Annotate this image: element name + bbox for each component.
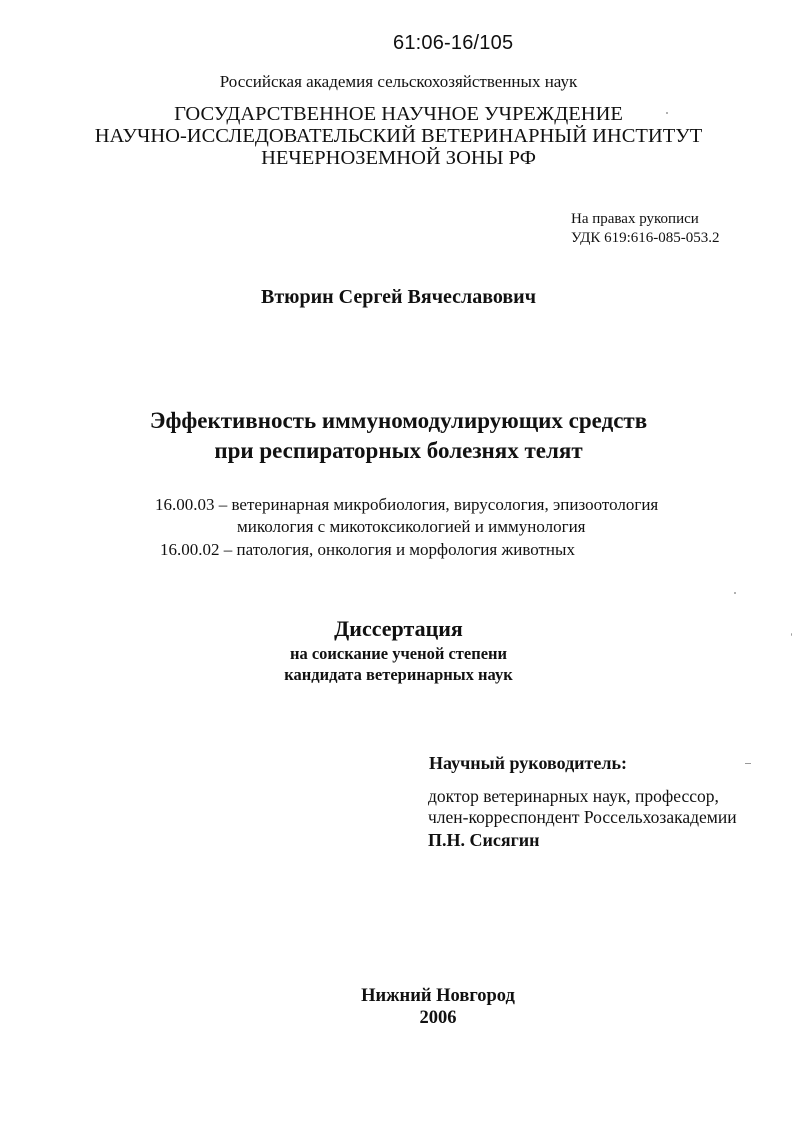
degree-line-2: кандидата ветеринарных наук — [284, 665, 513, 684]
specialty-line-3: 16.00.02 – патология, онкология и морфология животных — [160, 540, 575, 559]
supervisor-degree: доктор ветеринарных наук, профессор, — [428, 786, 719, 806]
city: Нижний Новгород — [361, 986, 515, 1006]
academy-name: Российская академия сельскохозяйственных наук — [219, 72, 578, 91]
catalog-number: 61:06-16/105 — [393, 32, 514, 54]
specialty-line-2: микология с микотоксикологией и иммунология — [237, 517, 586, 536]
udc-code: УДК 619:616-085-053.2 — [571, 230, 720, 246]
supervisor-position: член-корреспондент Россельхозакадемии — [428, 807, 737, 827]
thesis-title-line-2: при респираторных болезнях телят — [214, 438, 583, 463]
supervisor-label: Научный руководитель: — [429, 753, 627, 773]
thesis-title-line-1: Эффективность иммуномодулирующих средств — [149, 408, 648, 433]
scan-speck — [666, 112, 668, 114]
institution-line-2: НАУЧНО-ИССЛЕДОВАТЕЛЬСКИЙ ВЕТЕРИНАРНЫЙ ИНСТИТУТ — [94, 125, 703, 147]
author-name: Втюрин Сергей Вячеславович — [261, 286, 536, 308]
scan-speck — [791, 633, 792, 636]
institution-line-1: ГОСУДАРСТВЕННОЕ НАУЧНОЕ УЧРЕЖДЕНИЕ — [174, 103, 623, 125]
manuscript-rights: На правах рукописи — [571, 211, 699, 227]
scan-speck — [745, 763, 751, 764]
specialty-line-1: 16.00.03 – ветеринарная микробиология, вирусология, эпизоотология — [155, 495, 659, 514]
dissertation-heading: Диссертация — [334, 616, 463, 641]
supervisor-name: П.Н. Сисягин — [428, 830, 540, 850]
scan-speck — [734, 592, 736, 594]
year: 2006 — [419, 1008, 457, 1028]
institution-line-3: НЕЧЕРНОЗЕМНОЙ ЗОНЫ РФ — [261, 147, 536, 169]
degree-line-1: на соискание ученой степени — [289, 644, 508, 663]
